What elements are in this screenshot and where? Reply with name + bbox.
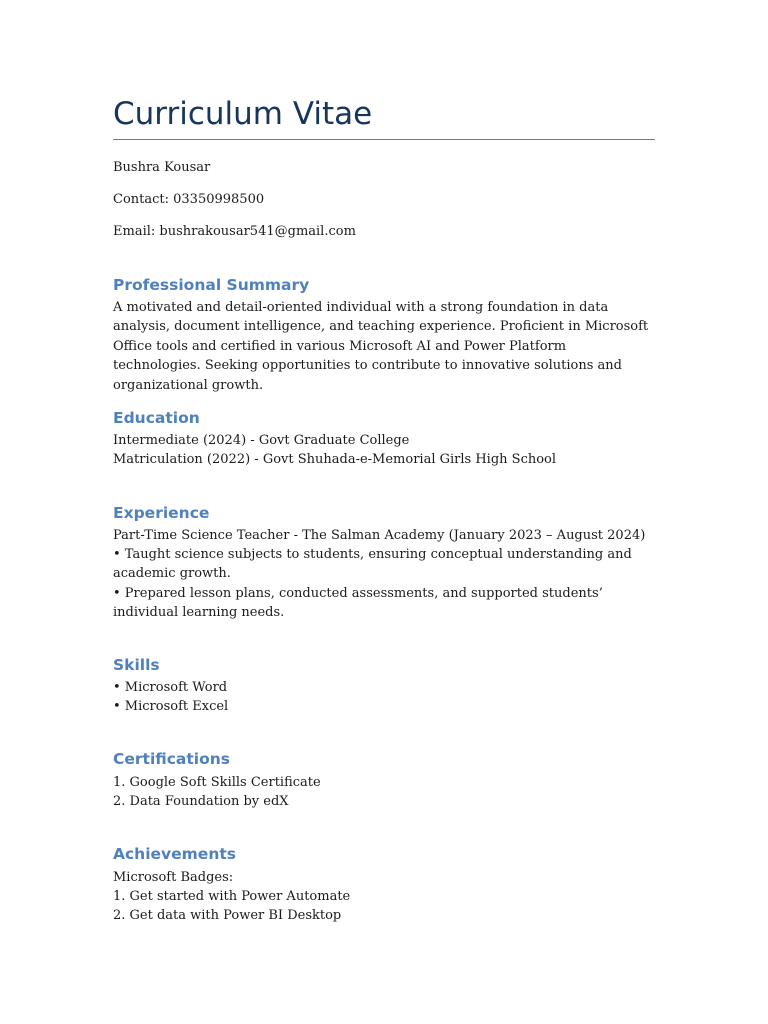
certifications-heading: Certifications — [113, 750, 231, 768]
education-item: Intermediate (2024) - Govt Graduate College — [113, 433, 410, 448]
certifications-list — [113, 773, 655, 811]
certification-item: 2. Data Foundation by edX — [113, 794, 289, 810]
skills-heading: Skills — [113, 656, 160, 674]
title-divider — [113, 139, 655, 140]
professional-summary-text: A motivated and detail-oriented individual with a strong foundation in data analysis, document intelligence, and teaching experience. Proficient in Microsoft Office tools and certified in various Microsoft AI and Power Platform technologies. Seeking opportunities to contribute to innovative solutions and organizational growth. — [113, 300, 649, 393]
contact-line: Contact: 03350998500 — [113, 192, 265, 207]
skill-item: • Microsoft Word — [113, 680, 228, 695]
achievements-intro: Microsoft Badges: — [113, 870, 234, 885]
candidate-name: Bushra Kousar — [113, 160, 211, 175]
page-title: Curriculum Vitae — [113, 96, 373, 132]
achievements-heading: Achievements — [113, 845, 236, 863]
email-line: Email: bushrakousar541@gmail.com — [113, 224, 356, 239]
experience-bullet: • Prepared lesson plans, conducted assessments, and supported students’ individual learning needs. — [113, 585, 603, 620]
education-item: Matriculation (2022) - Govt Shuhada-e-Memorial Girls High School — [113, 452, 557, 468]
achievement-item: 2. Get data with Power BI Desktop — [113, 908, 342, 924]
experience-bullet: • Taught science subjects to students, ensuring conceptual understanding and academic growth. — [113, 547, 632, 582]
skill-item: • Microsoft Excel — [113, 699, 229, 715]
education-heading: Education — [113, 409, 200, 427]
education-list — [113, 431, 655, 469]
achievement-item: 1. Get started with Power Automate — [113, 889, 351, 905]
certification-item: 1. Google Soft Skills Certificate — [113, 775, 321, 790]
experience-heading: Experience — [113, 504, 210, 522]
professional-summary-heading: Professional Summary — [113, 276, 310, 294]
experience-block — [113, 526, 655, 622]
skills-list — [113, 678, 655, 716]
experience-role: Part-Time Science Teacher - The Salman Academy (January 2023 – August 2024) — [113, 528, 646, 543]
achievements-list — [113, 868, 655, 926]
